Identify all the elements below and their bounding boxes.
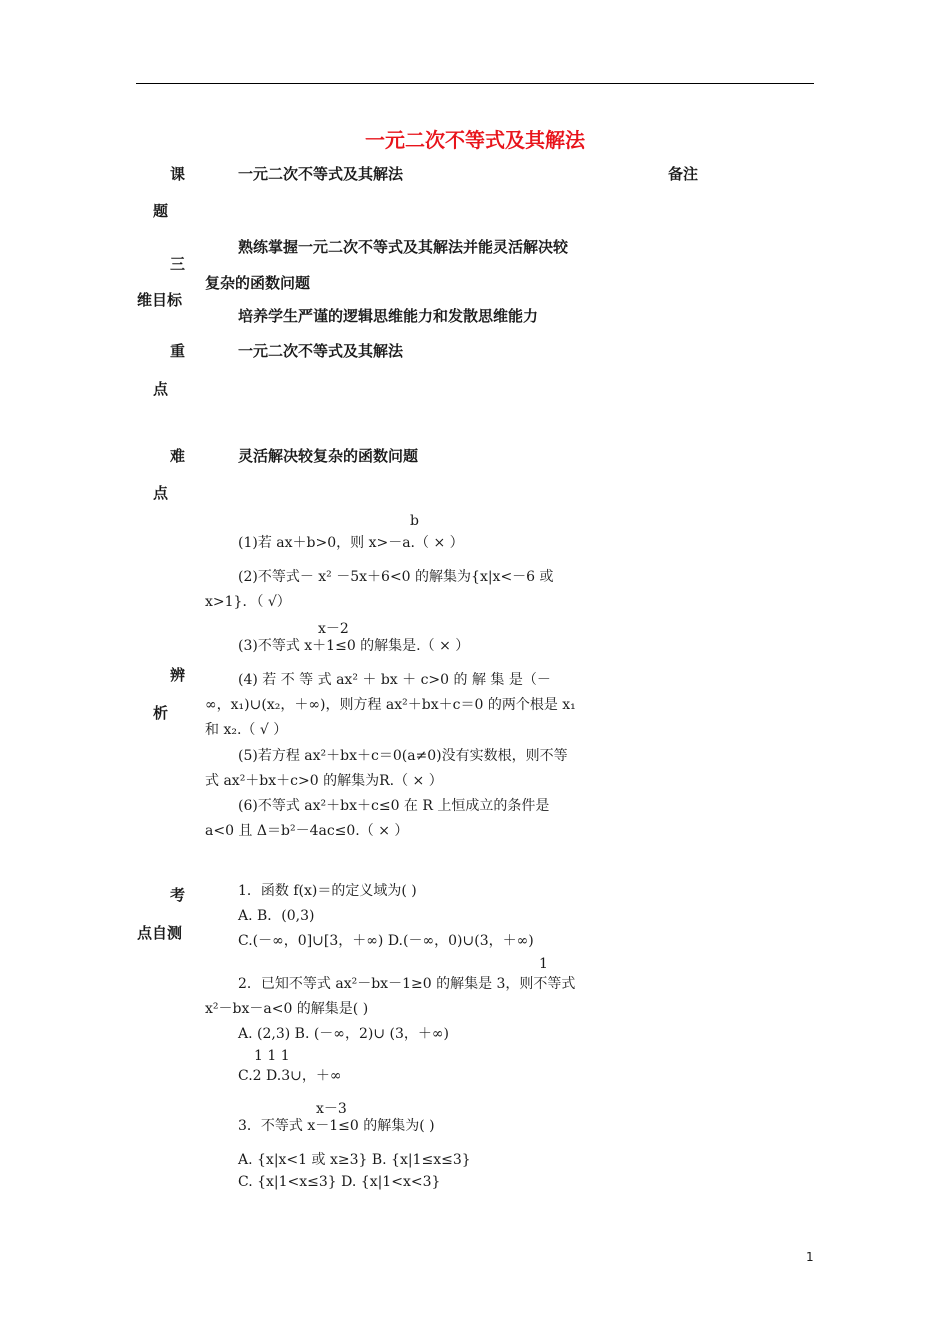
- test-p3-fraction: x－3: [316, 1101, 347, 1117]
- judge-q3: (3)不等式 x＋1≤0 的解集是.（ × ）: [238, 638, 470, 654]
- label-topic-1: 课: [170, 165, 186, 183]
- label-topic-2: 题: [153, 202, 169, 220]
- notes-label: 备注: [668, 165, 699, 183]
- difficulty-content: 灵活解决较复杂的函数问题: [238, 447, 419, 465]
- test-p3: 3．不等式 x－1≤0 的解集为( ): [238, 1118, 435, 1134]
- judge-q4-line2: ∞，x₁)∪(x₂，＋∞)，则方程 ax²＋bx＋c＝0 的两个根是 x₁: [205, 697, 576, 713]
- test-p1: 1．函数 f(x)＝的定义域为( ): [238, 883, 417, 899]
- test-p2-line2: x²－bx－a<0 的解集是( ): [205, 1001, 369, 1017]
- label-goals-2: 维目标: [137, 291, 183, 309]
- key-content: 一元二次不等式及其解法: [238, 342, 404, 360]
- label-judge-2: 析: [153, 704, 169, 722]
- test-p2-options-cd: C.2 D.3∪，＋∞: [238, 1068, 342, 1084]
- judge-q6-line1: (6)不等式 ax²＋bx＋c≤0 在 R 上恒成立的条件是: [238, 798, 550, 814]
- test-p3-options-ab: A. {x|x<1 或 x≥3} B. {x|1≤x≤3}: [238, 1152, 471, 1168]
- label-test-2: 点自测: [137, 924, 183, 942]
- header-rule: [136, 83, 814, 84]
- label-key-2: 点: [153, 380, 169, 398]
- judge-q4-line1: (4) 若 不 等 式 ax² ＋ bx ＋ c>0 的 解 集 是（－: [238, 672, 551, 688]
- goals-line-3: 培养学生严谨的逻辑思维能力和发散思维能力: [238, 307, 539, 325]
- topic-content: 一元二次不等式及其解法: [238, 165, 404, 183]
- page-number: 1: [806, 1250, 814, 1264]
- label-difficulty-1: 难: [170, 447, 186, 465]
- goals-line-1: 熟练掌握一元二次不等式及其解法并能灵活解决较: [238, 238, 569, 256]
- label-key-1: 重: [170, 342, 186, 360]
- judge-q2-line1: (2)不等式－ x² －5x＋6<0 的解集为{x|x<－6 或: [238, 569, 554, 585]
- judge-q6-line2: a<0 且 Δ＝b²－4ac≤0.（ × ）: [205, 823, 409, 839]
- test-p2-fraction: 1: [539, 956, 548, 972]
- judge-q1: (1)若 ax＋b>0，则 x>－a.（ × ）: [238, 535, 464, 551]
- label-difficulty-2: 点: [153, 484, 169, 502]
- judge-q3-fraction: x－2: [318, 621, 349, 637]
- test-p3-options-cd: C. {x|1<x≤3} D. {x|1<x<3}: [238, 1174, 441, 1190]
- judge-q5-line1: (5)若方程 ax²＋bx＋c＝0(a≠0)没有实数根，则不等: [238, 748, 568, 764]
- judge-q4-line3: 和 x₂.（ √ ）: [205, 722, 288, 738]
- test-p1-options-ab: A. B．(0,3): [238, 908, 315, 924]
- label-goals-1: 三: [170, 255, 186, 273]
- goals-line-2: 复杂的函数问题: [205, 274, 311, 292]
- judge-q1-fraction: b: [410, 513, 419, 529]
- test-p2-line1: 2．已知不等式 ax²－bx－1≥0 的解集是 3，则不等式: [238, 976, 576, 992]
- test-p2-options-ab: A. (2,3) B. (－∞，2)∪ (3，＋∞): [238, 1026, 450, 1042]
- document-title: 一元二次不等式及其解法: [365, 128, 585, 152]
- label-test-1: 考: [170, 886, 186, 904]
- test-p2-fraction-row: 1 1 1: [254, 1048, 290, 1064]
- judge-q5-line2: 式 ax²＋bx＋c>0 的解集为R.（ × ）: [205, 773, 443, 789]
- label-judge-1: 辨: [170, 666, 186, 684]
- judge-q2-line2: x>1}．（ √）: [205, 594, 291, 610]
- test-p1-options-cd: C.(－∞，0]∪[3，＋∞) D.(－∞，0)∪(3，＋∞): [238, 933, 534, 949]
